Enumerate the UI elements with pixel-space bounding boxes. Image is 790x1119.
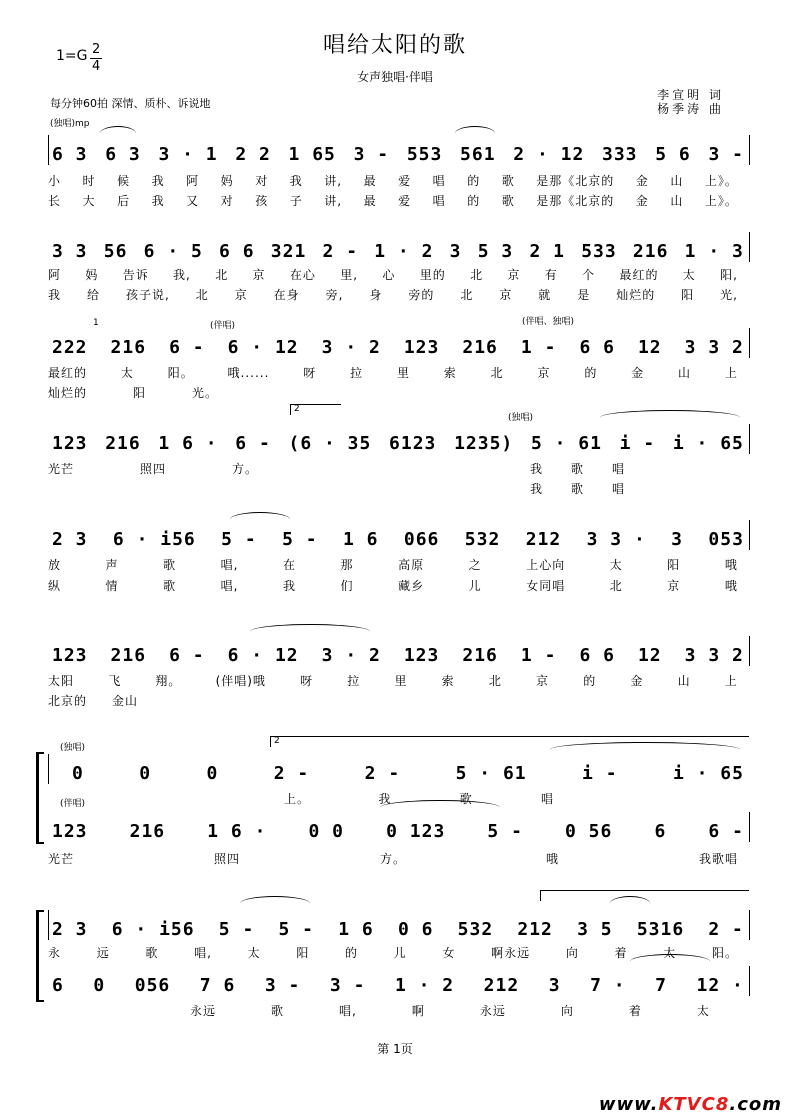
note-group: 123 [403,645,440,666]
note-group: 5 6 [655,144,691,165]
note-group: 053 [708,529,744,550]
note-group: 56 [103,241,128,262]
lyricist-credit: 李宣明 词 [657,88,724,102]
note-group: 1 - [520,337,557,358]
note-group: 532 [464,529,501,550]
note-group: 6 [654,821,667,842]
lyric-line-1a: 光芒 照四 方。 [48,462,258,476]
note-group: 1 65 [288,144,336,165]
note-group: 6 [52,975,64,996]
notation [72,754,744,784]
note-group: 3 [671,529,684,550]
notation [52,328,744,358]
note-group: 2 - [322,241,359,262]
note-group: 3 3 [52,241,88,262]
lyric-line-2: 我 歌 唱 [530,482,625,496]
lyric-line-2: 北京的 金山 [48,694,138,708]
note-group: 0 [206,763,219,784]
note-group: 321 [270,241,307,262]
note-group: 1 6 [338,919,374,940]
note-group: 0 6 [397,919,434,940]
slur [100,126,136,141]
note-group: 5 - [221,529,257,550]
notation [52,966,744,996]
barline [749,135,750,165]
note-group: 6123 [389,433,437,454]
time-signature-top: 2 [92,42,101,57]
lyric-line-1: 阿 妈 告诉 我, 北 京 在心 里, 心 里的 北 京 有 个 最红的 太 阳, [48,268,738,282]
note-group: 216 [462,337,498,358]
notation [52,232,744,262]
notation [52,520,744,550]
note-group: 333 [602,144,638,165]
system-bracket [36,910,45,1002]
note-group: 12 · [696,975,744,996]
note-group: 3 · 1 [158,144,218,165]
key-signature: 1=G [56,48,88,64]
barline [749,520,750,550]
note-group: 3 · 2 [321,337,381,358]
note-group: 6 - [169,337,205,358]
slur [250,624,370,639]
notation [52,424,744,454]
staff-row-upper [48,754,750,784]
note-group: 1 6 · [207,821,267,842]
composer-credit: 杨季涛 曲 [657,102,724,116]
note-group: 0 [139,763,152,784]
note-group: 532 [457,919,494,940]
lyric-line-1b: 我 歌 唱 [530,462,625,476]
note-group: 553 [406,144,443,165]
site-watermark: www.KTVC8.com [598,1094,782,1115]
note-group: 6 · i56 [112,529,196,550]
note-group: 1 6 [342,529,379,550]
slur [600,410,740,425]
note-group: 5 - [487,821,523,842]
note-group: 216 [110,337,147,358]
note-group: 12 [637,645,662,666]
lyric-line-lower: 永远 歌 唱, 啊 永远 向 着 太 [190,1004,710,1018]
notation [52,910,744,940]
part-label: (伴唱) [60,799,86,809]
note-group: 5 · 61 [530,433,602,454]
lyric-line-lower: 光芒 照四 方。 哦 我歌唱 [48,852,738,866]
barline [749,966,750,996]
staff-row [48,135,750,165]
note-group: 123 [52,433,88,454]
note-group: 212 [483,975,520,996]
note-group: i · 65 [672,763,744,784]
lyric-line-2: 我 给 孩子说, 北 京 在身 旁, 身 旁的 北 京 就 是 灿烂的 阳 光, [48,288,738,302]
part-label: (伴唱、独唱) [522,317,575,327]
note-group: 5 · 61 [455,763,527,784]
note-group: 7 6 [199,975,236,996]
note-group: 0 [93,975,106,996]
staff-row [48,328,750,358]
volta-number: 1 [93,318,99,328]
staff-row-lower [48,812,750,842]
slur [610,896,650,911]
slur [550,742,740,757]
lyric-line-upper: 永 远 歌 唱, 太 阳 的 儿 女 啊永远 向 着 太 阳。 [48,946,738,960]
note-group: 6 · 12 [227,337,299,358]
note-group: 1 · 2 [374,241,434,262]
note-group: 533 [581,241,617,262]
note-group: 6 - [235,433,271,454]
barline [749,636,750,666]
lyric-line-1: 放 声 歌 唱, 在 那 高原 之 上心向 太 阳 哦 [48,558,738,572]
note-group: 0 123 [386,821,446,842]
note-group: 212 [525,529,562,550]
note-group: 6 · i56 [111,919,195,940]
lyric-line-2: 灿烂的 阳 光。 [48,386,218,400]
lyric-line-1: 小 时 候 我 阿 妈 对 我 讲, 最 爱 唱 的 歌 是那《北京的 金 山 上》。 [48,174,738,188]
note-group: 1 - [520,645,557,666]
note-group: 5 - [282,529,318,550]
note-group: 2 1 [529,241,565,262]
note-group: 6 3 [105,144,141,165]
note-group: 1 6 · [158,433,218,454]
note-group: 6 · 12 [227,645,299,666]
lyric-line-1: 太阳 飞 翔。 (伴唱)哦 呀 拉 里 索 北 京 的 金 山 上 [48,674,738,688]
note-group: 2 3 [52,919,88,940]
barline [48,754,49,784]
note-group: 216 [105,433,141,454]
note-group: i - [619,433,656,454]
system-bracket [36,752,45,844]
note-group: 1235) [454,433,514,454]
note-group: 216 [632,241,669,262]
note-group: 1 · 2 [394,975,455,996]
staff-row-upper [48,910,750,940]
slur [380,800,500,815]
note-group: 7 [655,975,667,996]
note-group: 5 - [218,919,255,940]
note-group: 2 - [364,763,401,784]
time-signature-bottom: 4 [92,59,101,74]
tempo-marking: 每分钟60拍 深情、质朴、诉说地 [50,97,211,110]
note-group: 3 - [329,975,366,996]
note-group: 7 · [590,975,626,996]
note-group: 5 3 [477,241,514,262]
barline [749,232,750,262]
note-group: 3 5 [577,919,613,940]
note-group: 3 - [264,975,301,996]
notation [52,135,744,165]
note-group: 3 3 2 [684,337,744,358]
slur [240,896,310,911]
note-group: 6 3 [52,144,88,165]
lyric-line-2: 长 大 后 我 又 对 孩 子 讲, 最 爱 唱 的 歌 是那《北京的 金 山 上》。 [48,194,738,208]
note-group: (6 · 35 [288,433,372,454]
note-group: 056 [134,975,171,996]
slur [630,954,710,969]
staff-row [48,424,750,454]
staff-row [48,232,750,262]
note-group: 2 · 12 [513,144,585,165]
note-group: 2 3 [52,529,88,550]
volta-bracket: 2 [270,736,749,747]
note-group: 123 [403,337,440,358]
note-group: 12 [637,337,662,358]
barline [749,328,750,358]
note-group: 3 [548,975,561,996]
lyric-line-2: 纵 情 歌 唱, 我 们 藏乡 儿 女同唱 北 京 哦 [48,579,738,593]
note-group: 123 [52,821,88,842]
note-group: 2 - [708,919,744,940]
part-label: (独唱) [508,413,534,423]
note-group: 3 3 · [586,529,646,550]
note-group: 3 [449,241,462,262]
note-group: 6 · 5 [143,241,203,262]
note-group: 561 [460,144,496,165]
note-group: 2 - [273,763,310,784]
staff-row-lower [48,966,750,996]
notation [52,636,744,666]
note-group: 3 3 2 [684,645,744,666]
note-group: 6 - [169,645,205,666]
note-group: 5316 [636,919,685,940]
song-title: 唱给太阳的歌 [322,33,467,58]
part-label: (伴唱) [210,321,236,331]
note-group: 212 [517,919,553,940]
note-group: i · 65 [672,433,744,454]
time-signature [90,42,102,75]
song-subtitle: 女声独唱·伴唱 [357,70,433,84]
note-group: 3 - [708,144,744,165]
note-group: 0 0 [308,821,345,842]
notation [52,812,744,842]
barline [749,424,750,454]
note-group: 0 [72,763,84,784]
note-group: 1 · 3 [684,241,744,262]
slur [230,512,290,527]
barline [749,812,750,842]
note-group: 6 6 [579,645,615,666]
note-group: 222 [52,337,88,358]
note-group: 6 6 [579,337,615,358]
lyric-line-upper: 上。 我 歌 唱 [284,792,554,806]
dynamic-marking: (独唱)mp [50,119,90,129]
barline [48,135,49,165]
note-group: 2 2 [235,144,271,165]
note-group: 216 [110,645,147,666]
note-group: 6 - [708,821,744,842]
staff-row [48,520,750,550]
volta-bracket: 2 [290,404,341,415]
note-group: i - [582,763,618,784]
staff-row [48,636,750,666]
note-group: 216 [462,645,498,666]
part-label: (独唱) [60,743,86,753]
note-group: 3 - [353,144,390,165]
note-group: 6 6 [219,241,255,262]
note-group: 0 56 [565,821,613,842]
barline [749,910,750,940]
page-number: 第 1页 [377,1042,413,1056]
note-group: 216 [129,821,166,842]
barline [48,910,49,940]
note-group: 066 [403,529,440,550]
lyric-line-1: 最红的 太 阳。 哦...... 呀 拉 里 索 北 京 的 金 山 上 [48,366,738,380]
note-group: 3 · 2 [321,645,381,666]
note-group: 5 - [278,919,315,940]
note-group: 123 [52,645,88,666]
slur [455,126,495,141]
